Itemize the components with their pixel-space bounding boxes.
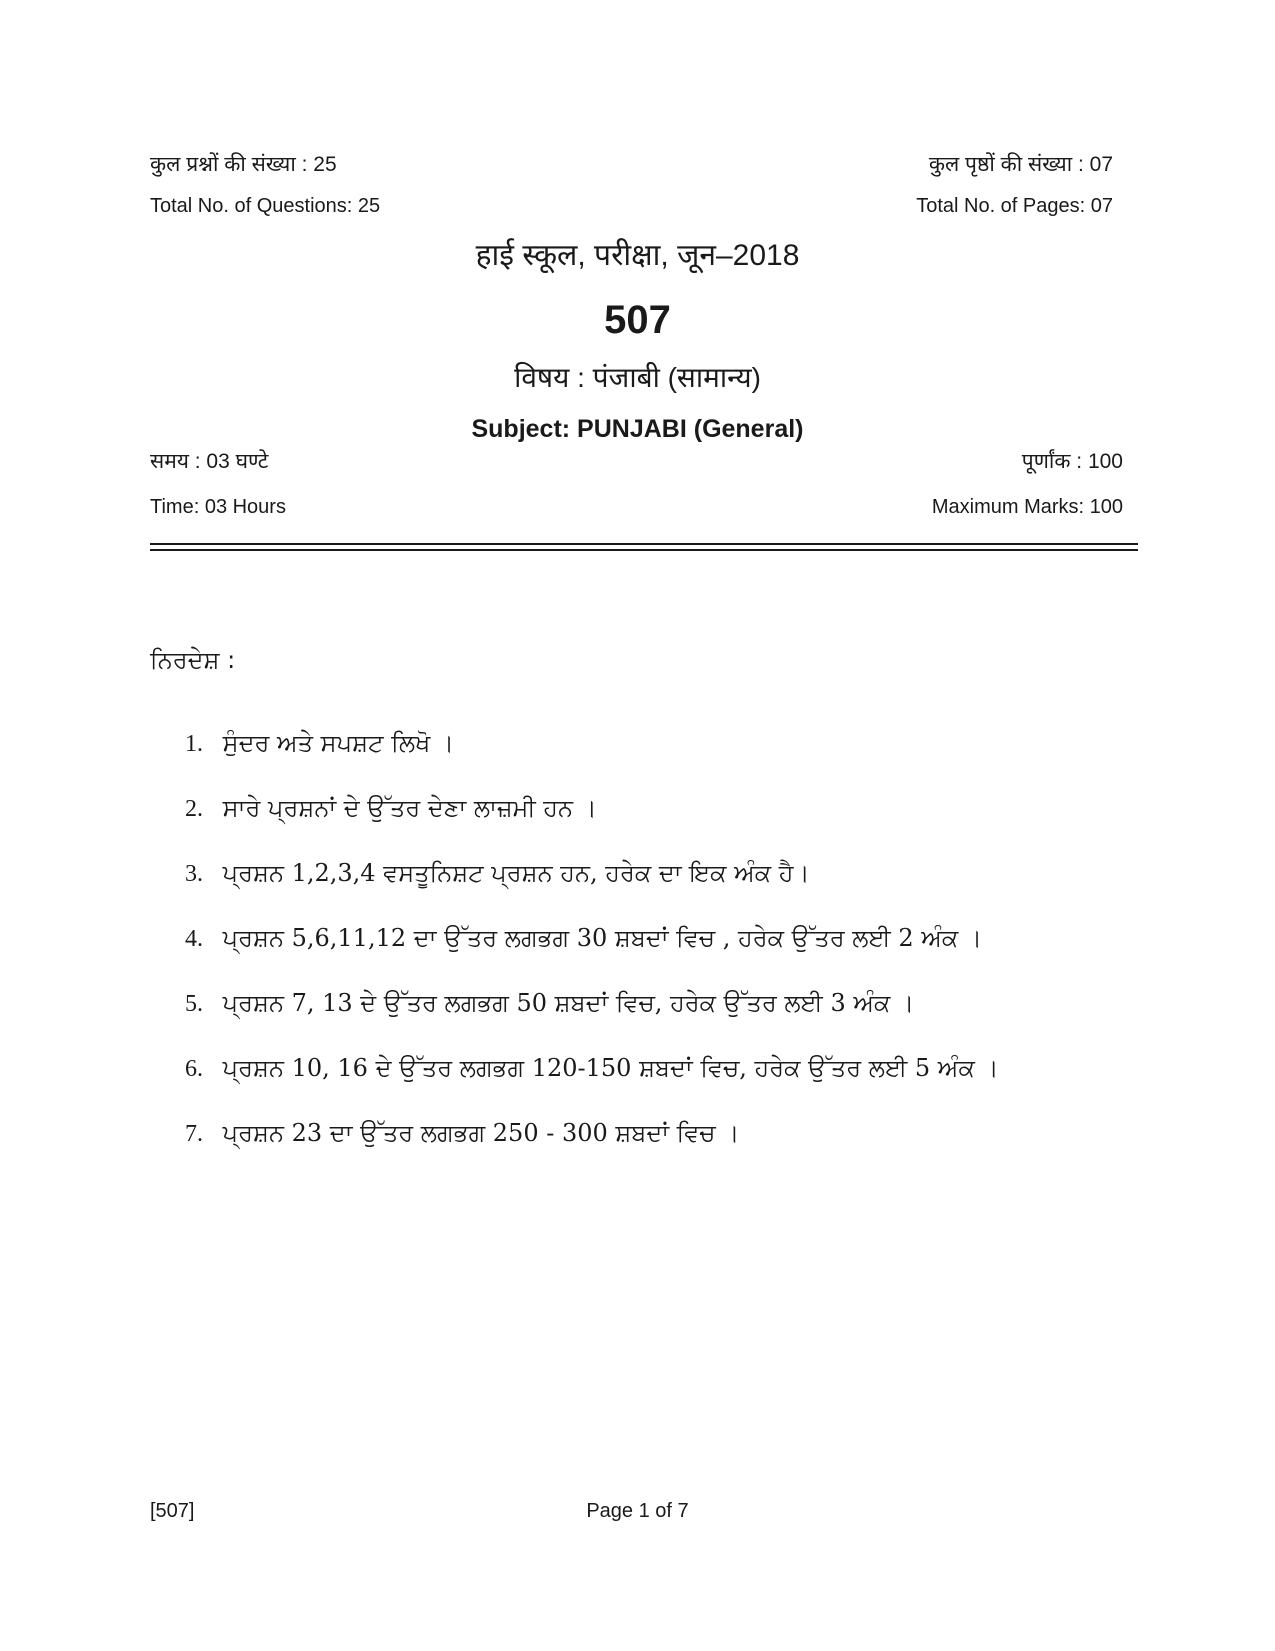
instructions-heading: ਨਿਰਦੇਸ਼ : [150,646,236,674]
instruction-item [185,923,999,988]
exam-title: हाई स्कूल, परीक्षा, जून–2018 [475,239,800,272]
total-questions-english: Total No. of Questions: 25 [150,195,381,217]
instruction-number: 6. [185,1056,203,1082]
instruction-number: 7. [185,1121,203,1147]
instruction-item [185,793,999,858]
instruction-text: ਪ੍ਰਸ਼ਨ 7, 13 ਦੇ ਉੱਤਰ ਲਗਭਗ 50 ਸ਼ਬਦਾਂ ਵਿਚ, ਹਰੇਕ ਉੱਤਰ ਲਈ 3 ਅੰਕ । [222,989,915,1017]
subject-english: Subject: PUNJABI (General) [471,415,804,443]
time-hindi: समय : 03 घण्टे [150,450,269,473]
total-pages-english: Total No. of Pages: 07 [916,195,1113,217]
footer-page-number: Page 1 of 7 [586,1500,689,1522]
marks-hindi: पूर्णांक : 100 [1021,450,1123,473]
instruction-text: ਸੁੰਦਰ ਅਤੇ ਸਪਸ਼ਟ ਲਿਖੋ । [222,729,455,757]
instruction-text: ਸਾਰੇ ਪ੍ਰਸ਼ਨਾਂ ਦੇ ਉੱਤਰ ਦੇਣਾ ਲਾਜ਼ਮੀ ਹਨ । [222,794,597,822]
instruction-item [185,1118,999,1183]
header-divider-top [150,543,1138,545]
instruction-text: ਪ੍ਰਸ਼ਨ 1,2,3,4 ਵਸਤੂਨਿਸ਼ਟ ਪ੍ਰਸ਼ਨ ਹਨ, ਹਰੇਕ ਦਾ ਇਕ ਅੰਕ ਹੈ। [222,859,810,887]
instruction-number: 1. [185,731,203,757]
instruction-item [185,1053,999,1118]
marks-english: Maximum Marks: 100 [931,496,1123,518]
instruction-item [185,988,999,1053]
time-english: Time: 03 Hours [150,496,286,518]
instruction-number: 4. [185,926,203,952]
instruction-text: ਪ੍ਰਸ਼ਨ 23 ਦਾ ਉੱਤਰ ਲਗਭਗ 250 - 300 ਸ਼ਬਦਾਂ ਵਿਚ । [222,1119,740,1147]
header-divider-bottom [150,549,1138,551]
total-pages-hindi: कुल पृष्ठों की संख्या : 07 [928,153,1113,176]
instructions-list [185,728,999,1183]
subject-hindi: विषय : पंजाबी (सामान्य) [514,362,761,393]
instruction-number: 2. [185,796,203,822]
instruction-number: 5. [185,991,203,1017]
total-questions-hindi: कुल प्रश्नों की संख्या : 25 [150,153,337,176]
instruction-text: ਪ੍ਰਸ਼ਨ 5,6,11,12 ਦਾ ਉੱਤਰ ਲਗਭਗ 30 ਸ਼ਬਦਾਂ ਵਿਚ , ਹਰੇਕ ਉੱਤਰ ਲਈ 2 ਅੰਕ । [222,924,983,952]
instruction-item [185,858,999,923]
instruction-number: 3. [185,861,203,887]
instruction-text: ਪ੍ਰਸ਼ਨ 10, 16 ਦੇ ਉੱਤਰ ਲਗਭਗ 120-150 ਸ਼ਬਦਾਂ ਵਿਚ, ਹਰੇਕ ਉੱਤਰ ਲਈ 5 ਅੰਕ । [222,1054,999,1082]
footer-paper-code: [507] [150,1500,195,1522]
paper-code: 507 [604,298,671,342]
instruction-item [185,728,999,793]
